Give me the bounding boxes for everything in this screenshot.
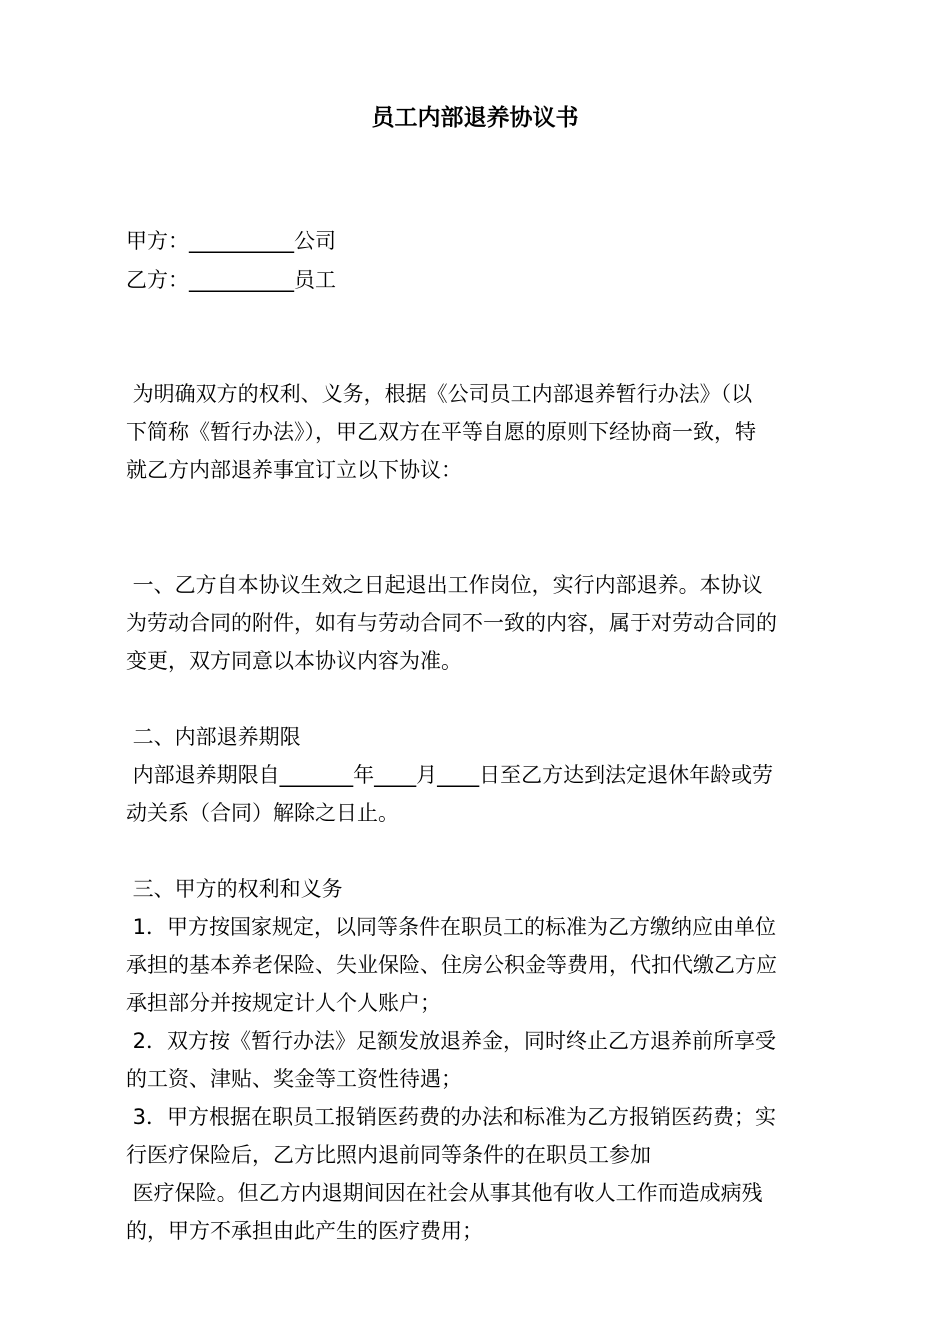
section3-heading: 三、甲方的权利和义务 (126, 877, 343, 901)
preamble-line: 为明确双方的权利、义务，根据《公司员工内部退养暂行办法》（以 (126, 382, 753, 406)
section3-line: 医疗保险。但乙方内退期间因在社会从事其他有收人工作而造成病残 (126, 1181, 763, 1205)
section1-line: 变更，双方同意以本协议内容为准。 (126, 649, 462, 673)
section2-heading: 二、内部退养期限 (126, 725, 301, 749)
section1-line: 一、乙方自本协议生效之日起退出工作岗位，实行内部退养。本协议 (126, 573, 763, 597)
section3-line: 3．甲方根据在职员工报销医药费的办法和标准为乙方报销医药费；实 (126, 1105, 777, 1129)
section3-line: 1．甲方按国家规定，以同等条件在职员工的标准为乙方缴纳应由单位 (126, 915, 777, 939)
section3-line: 的，甲方不承担由此产生的医疗费用； (126, 1219, 483, 1243)
section3-line: 2．双方按《暂行办法》足额发放退养金，同时终止乙方退养前所享受 (126, 1029, 777, 1053)
section3-line: 承担的基本养老保险、失业保险、住房公积金等费用，代扣代缴乙方应 (126, 953, 777, 977)
preamble-line: 就乙方内部退养事宜订立以下协议： (126, 458, 462, 482)
section3-line: 承担部分并按规定计人个人账户； (126, 991, 441, 1015)
section2-line: 内部退养期限自_______年____月____日至乙方达到法定退休年龄或劳 (126, 763, 774, 787)
section3-line: 的工资、津贴、奖金等工资性待遇； (126, 1067, 462, 1091)
section1-line: 为劳动合同的附件，如有与劳动合同不一致的内容，属于对劳动合同的 (126, 611, 777, 635)
preamble-line: 下简称《暂行办法》），甲乙双方在平等自愿的原则下经协商一致，特 (126, 420, 756, 444)
document-title: 员工内部退养协议书 (371, 105, 579, 131)
party-a-line: 甲方：__________公司 (126, 229, 336, 253)
party-b-line: 乙方：__________员工 (126, 268, 336, 292)
section2-line: 动关系（合同）解除之日止。 (126, 801, 399, 825)
section3-line: 行医疗保险后，乙方比照内退前同等条件的在职员工参加 (126, 1143, 651, 1167)
